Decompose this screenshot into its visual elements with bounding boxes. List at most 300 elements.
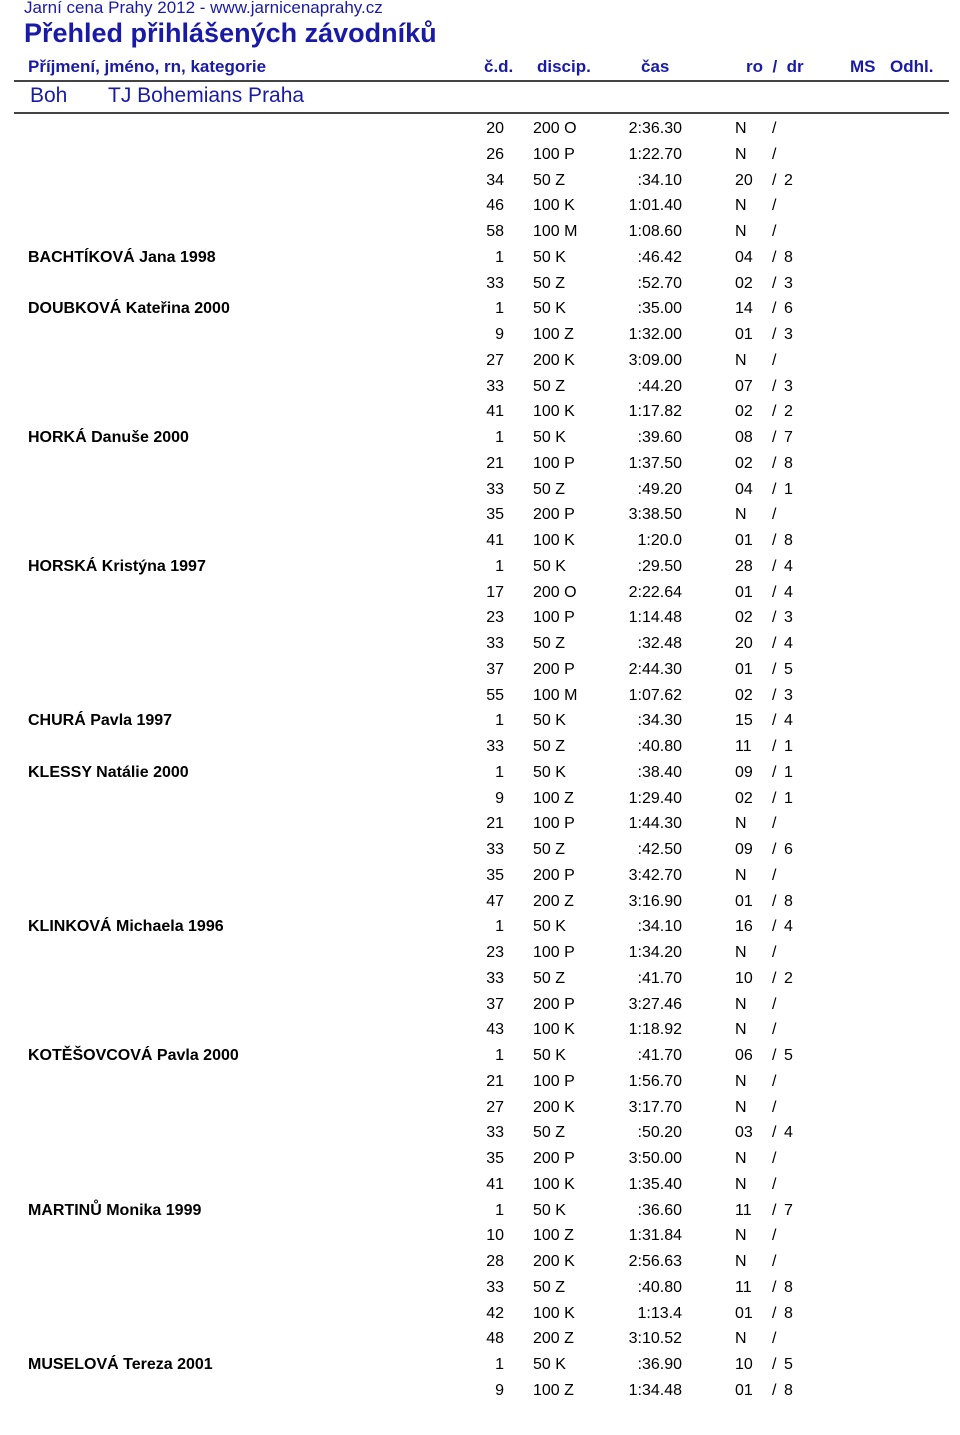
table-row — [0, 1378, 960, 1404]
event-number: 48 — [486, 1330, 504, 1348]
discipline: 50 Z — [533, 171, 566, 189]
entry-category: 8 — [784, 248, 793, 266]
discipline: 200 O — [533, 583, 577, 601]
entry-category: 1 — [784, 763, 793, 781]
entry-year: 01 — [735, 660, 753, 678]
table-row — [0, 914, 960, 940]
separator: / — [772, 1330, 777, 1348]
entry-time: :38.40 — [637, 763, 682, 781]
separator: / — [772, 1150, 777, 1167]
separator: / — [772, 223, 777, 240]
event-number: 33 — [486, 480, 504, 498]
entry-time: :34.30 — [637, 712, 682, 730]
separator: / — [772, 1278, 777, 1296]
discipline: 50 Z — [533, 738, 566, 755]
discipline: 200 K — [533, 351, 575, 369]
discipline: 50 K — [533, 248, 566, 266]
entry-year: N — [735, 944, 747, 961]
table-row — [0, 863, 960, 889]
entry-time: 2:36.30 — [628, 120, 682, 137]
table-row — [0, 193, 960, 219]
entry-year: N — [735, 1227, 747, 1245]
col-header-discip: discip. — [537, 57, 591, 76]
table-row — [0, 1043, 960, 1069]
entry-time: :46.42 — [637, 248, 682, 266]
entry-time: :42.50 — [637, 841, 682, 858]
entry-time: 1:32.00 — [628, 326, 682, 343]
event-number: 37 — [486, 660, 504, 678]
entry-time: 3:17.70 — [628, 1098, 682, 1116]
event-number: 1 — [495, 429, 504, 446]
header-divider — [14, 80, 949, 82]
event-number: 26 — [486, 145, 504, 163]
entry-time: 3:38.50 — [628, 506, 682, 524]
discipline: 100 M — [533, 223, 578, 240]
entry-category: 5 — [784, 1356, 793, 1373]
discipline: 50 Z — [533, 480, 566, 498]
entry-year: N — [735, 145, 747, 163]
table-row — [0, 1120, 960, 1146]
discipline: 100 Z — [533, 1227, 574, 1245]
separator: / — [772, 557, 777, 575]
entry-time: :36.90 — [637, 1356, 682, 1373]
discipline: 200 P — [533, 506, 575, 524]
table-row — [0, 219, 960, 245]
discipline: 100 P — [533, 815, 575, 833]
separator: / — [772, 1124, 777, 1142]
entries-table — [0, 116, 960, 1404]
separator: / — [772, 1227, 777, 1245]
entry-category: 4 — [784, 583, 793, 601]
table-row — [0, 554, 960, 580]
table-row — [0, 1223, 960, 1249]
swimmer-name: KOTĚŠOVCOVÁ Pavla 2000 — [28, 1047, 239, 1064]
entry-category: 1 — [784, 480, 793, 498]
entry-year: N — [735, 1098, 747, 1116]
event-number: 58 — [486, 223, 504, 240]
entry-year: 16 — [735, 918, 753, 936]
table-row — [0, 734, 960, 760]
event-number: 41 — [486, 403, 504, 421]
separator: / — [772, 995, 777, 1013]
event-number: 34 — [486, 171, 504, 189]
event-number: 55 — [486, 686, 504, 704]
table-row — [0, 786, 960, 812]
entry-category: 8 — [784, 1381, 793, 1399]
entry-time: 1:07.62 — [628, 686, 682, 704]
table-row — [0, 1146, 960, 1172]
separator: / — [772, 944, 777, 961]
entry-year: 01 — [735, 532, 753, 549]
entry-year: N — [735, 223, 747, 240]
discipline: 100 M — [533, 686, 578, 704]
separator: / — [772, 738, 777, 755]
table-row — [0, 528, 960, 554]
separator: / — [772, 892, 777, 910]
site-line: Jarní cena Prahy 2012 - www.jarnicenaprahy.cz — [24, 0, 383, 17]
event-number: 27 — [486, 351, 504, 369]
event-number: 10 — [486, 1227, 504, 1245]
discipline: 200 O — [533, 120, 577, 137]
event-number: 1 — [495, 712, 504, 730]
entry-time: 1:35.40 — [628, 1175, 682, 1193]
discipline: 100 K — [533, 197, 575, 215]
event-number: 41 — [486, 1175, 504, 1193]
entry-time: 1:29.40 — [628, 789, 682, 807]
event-number: 35 — [486, 866, 504, 884]
discipline: 50 K — [533, 918, 566, 936]
event-number: 1 — [495, 918, 504, 936]
entry-time: :36.60 — [637, 1201, 682, 1219]
entry-time: 1:01.40 — [628, 197, 682, 215]
separator: / — [772, 1072, 777, 1090]
entry-time: :34.10 — [637, 918, 682, 936]
separator: / — [772, 248, 777, 266]
separator: / — [772, 763, 777, 781]
table-row — [0, 296, 960, 322]
separator: / — [772, 274, 777, 292]
swimmer-name: DOUBKOVÁ Kateřina 2000 — [28, 300, 230, 318]
entry-time: 1:18.92 — [628, 1021, 682, 1039]
entry-year: 01 — [735, 583, 753, 601]
event-number: 33 — [486, 969, 504, 987]
discipline: 50 Z — [533, 635, 566, 652]
event-number: 21 — [486, 815, 504, 833]
event-number: 47 — [486, 892, 504, 910]
entry-time: :32.48 — [637, 635, 682, 652]
discipline: 100 P — [533, 944, 575, 961]
entry-year: 20 — [735, 171, 753, 189]
discipline: 50 Z — [533, 969, 566, 987]
separator: / — [772, 1356, 777, 1373]
entry-category: 5 — [784, 1047, 793, 1064]
entry-category: 4 — [784, 712, 793, 730]
entry-time: 1:56.70 — [628, 1072, 682, 1090]
entry-time: :29.50 — [637, 557, 682, 575]
entry-year: N — [735, 1021, 747, 1039]
club-name: TJ Bohemians Praha — [108, 84, 305, 107]
separator: / — [772, 1175, 777, 1193]
col-header-rodr: ro / dr — [746, 57, 804, 76]
table-row — [0, 168, 960, 194]
event-number: 33 — [486, 635, 504, 652]
separator: / — [772, 1021, 777, 1039]
separator: / — [772, 326, 777, 343]
swimmer-name: KLINKOVÁ Michaela 1996 — [28, 918, 224, 936]
entry-time: 1:37.50 — [628, 454, 682, 472]
entry-year: 14 — [735, 300, 753, 318]
separator: / — [772, 480, 777, 498]
separator: / — [772, 1047, 777, 1064]
entry-time: :40.80 — [637, 1278, 682, 1296]
discipline: 50 K — [533, 1356, 566, 1373]
discipline: 200 P — [533, 1150, 575, 1167]
table-row — [0, 1249, 960, 1275]
swimmer-name: BACHTÍKOVÁ Jana 1998 — [28, 248, 216, 266]
separator: / — [772, 660, 777, 678]
event-number: 33 — [486, 1278, 504, 1296]
entry-year: 01 — [735, 892, 753, 910]
separator: / — [772, 532, 777, 549]
entry-year: 10 — [735, 969, 753, 987]
entry-category: 8 — [784, 532, 793, 549]
event-number: 9 — [495, 1381, 504, 1399]
discipline: 50 Z — [533, 1124, 566, 1142]
entry-category: 7 — [784, 1201, 793, 1219]
swimmer-name: HORKÁ Danuše 2000 — [28, 429, 189, 446]
event-number: 1 — [495, 1047, 504, 1064]
entry-year: 02 — [735, 609, 753, 627]
entry-time: :41.70 — [637, 969, 682, 987]
table-row — [0, 940, 960, 966]
separator: / — [772, 866, 777, 884]
entry-year: 15 — [735, 712, 753, 730]
separator: / — [772, 789, 777, 807]
event-number: 1 — [495, 1356, 504, 1373]
entry-time: 2:56.63 — [628, 1253, 682, 1270]
separator: / — [772, 1304, 777, 1322]
table-row — [0, 837, 960, 863]
event-number: 27 — [486, 1098, 504, 1116]
entry-category: 3 — [784, 274, 793, 292]
event-number: 21 — [486, 1072, 504, 1090]
entry-year: 02 — [735, 789, 753, 807]
entry-category: 6 — [784, 841, 793, 858]
separator: / — [772, 635, 777, 652]
discipline: 50 Z — [533, 377, 566, 395]
event-number: 35 — [486, 506, 504, 524]
entry-category: 6 — [784, 300, 793, 318]
entry-category: 4 — [784, 918, 793, 936]
entry-year: 06 — [735, 1047, 753, 1064]
swimmer-name: HORSKÁ Kristýna 1997 — [28, 557, 206, 575]
entry-category: 4 — [784, 635, 793, 652]
separator: / — [772, 918, 777, 936]
discipline: 200 Z — [533, 1330, 574, 1348]
event-number: 41 — [486, 532, 504, 549]
entry-year: 01 — [735, 326, 753, 343]
swimmer-name: KLESSY Natálie 2000 — [28, 763, 189, 781]
table-row — [0, 760, 960, 786]
entry-time: 1:34.20 — [628, 944, 682, 961]
entry-category: 3 — [784, 377, 793, 395]
entry-year: 02 — [735, 403, 753, 421]
discipline: 50 K — [533, 763, 566, 781]
table-row — [0, 116, 960, 142]
entry-time: 1:14.48 — [628, 609, 682, 627]
discipline: 100 K — [533, 1021, 575, 1039]
table-row — [0, 631, 960, 657]
entry-time: :41.70 — [637, 1047, 682, 1064]
entry-time: 1:31.84 — [628, 1227, 682, 1245]
table-row — [0, 811, 960, 837]
separator: / — [772, 429, 777, 446]
separator: / — [772, 583, 777, 601]
entry-time: 3:42.70 — [628, 866, 682, 884]
page-title: Přehled přihlášených závodníků — [24, 18, 437, 48]
col-header-cas: čas — [641, 57, 670, 76]
entry-year: N — [735, 506, 747, 524]
event-number: 33 — [486, 274, 504, 292]
discipline: 50 K — [533, 300, 566, 318]
entry-time: 2:44.30 — [628, 660, 682, 678]
separator: / — [772, 686, 777, 704]
discipline: 50 K — [533, 1201, 566, 1219]
entry-category: 1 — [784, 738, 793, 755]
discipline: 100 Z — [533, 326, 574, 343]
separator: / — [772, 197, 777, 215]
entry-category: 4 — [784, 557, 793, 575]
discipline: 100 Z — [533, 789, 574, 807]
table-row — [0, 1198, 960, 1224]
table-row — [0, 348, 960, 374]
table-row — [0, 708, 960, 734]
separator: / — [772, 171, 777, 189]
event-number: 1 — [495, 763, 504, 781]
separator: / — [772, 377, 777, 395]
discipline: 100 P — [533, 145, 575, 163]
separator: / — [772, 1253, 777, 1270]
separator: / — [772, 403, 777, 421]
entry-year: 02 — [735, 454, 753, 472]
discipline: 100 K — [533, 403, 575, 421]
entry-year: N — [735, 1175, 747, 1193]
separator: / — [772, 351, 777, 369]
separator: / — [772, 712, 777, 730]
entry-time: 1:08.60 — [628, 223, 682, 240]
entry-year: 28 — [735, 557, 753, 575]
separator: / — [772, 145, 777, 163]
entry-year: 07 — [735, 377, 753, 395]
table-row — [0, 1069, 960, 1095]
discipline: 100 K — [533, 1304, 575, 1322]
table-row — [0, 1326, 960, 1352]
table-row — [0, 657, 960, 683]
event-number: 33 — [486, 1124, 504, 1142]
event-number: 1 — [495, 300, 504, 318]
entry-time: :49.20 — [637, 480, 682, 498]
swimmer-name: CHURÁ Pavla 1997 — [28, 712, 173, 730]
entry-year: N — [735, 197, 747, 215]
entry-year: N — [735, 995, 747, 1013]
entry-time: 2:22.64 — [628, 583, 682, 601]
entry-time: :44.20 — [637, 377, 682, 395]
entry-time: 3:50.00 — [628, 1150, 682, 1167]
table-row — [0, 451, 960, 477]
table-row — [0, 683, 960, 709]
discipline: 200 P — [533, 995, 575, 1013]
event-number: 42 — [486, 1304, 504, 1322]
entry-year: 03 — [735, 1124, 753, 1142]
separator: / — [772, 1201, 777, 1219]
event-number: 9 — [495, 326, 504, 343]
entry-year: 09 — [735, 841, 753, 858]
entry-time: 3:10.52 — [628, 1330, 682, 1348]
table-row — [0, 992, 960, 1018]
entry-category: 3 — [784, 609, 793, 627]
entry-category: 8 — [784, 1278, 793, 1296]
discipline: 200 Z — [533, 892, 574, 910]
entry-year: N — [735, 120, 747, 137]
event-number: 33 — [486, 841, 504, 858]
col-header-ms: MS — [850, 57, 876, 76]
table-row — [0, 580, 960, 606]
separator: / — [772, 1381, 777, 1399]
event-number: 46 — [486, 197, 504, 215]
entry-year: 02 — [735, 686, 753, 704]
entry-time: :35.00 — [637, 300, 682, 318]
event-number: 23 — [486, 944, 504, 961]
entry-time: 1:20.0 — [637, 532, 682, 549]
separator: / — [772, 506, 777, 524]
entry-year: 11 — [735, 1201, 752, 1219]
separator: / — [772, 454, 777, 472]
discipline: 200 P — [533, 660, 575, 678]
entry-time: 1:34.48 — [628, 1381, 682, 1399]
entry-year: 09 — [735, 763, 753, 781]
entry-time: 3:16.90 — [628, 892, 682, 910]
entry-time: 3:27.46 — [628, 995, 682, 1013]
event-number: 35 — [486, 1150, 504, 1167]
entry-year: 20 — [735, 635, 753, 652]
table-row — [0, 1095, 960, 1121]
table-row — [0, 889, 960, 915]
entry-year: 11 — [735, 1278, 752, 1296]
discipline: 100 Z — [533, 1381, 574, 1399]
table-row — [0, 142, 960, 168]
entry-year: 04 — [735, 248, 753, 266]
entry-category: 7 — [784, 429, 793, 446]
discipline: 200 K — [533, 1098, 575, 1116]
entry-time: 1:13.4 — [637, 1304, 682, 1322]
table-row — [0, 1352, 960, 1378]
discipline: 50 K — [533, 1047, 566, 1064]
entry-time: 3:09.00 — [628, 351, 682, 369]
entry-category: 5 — [784, 660, 793, 678]
table-row — [0, 322, 960, 348]
event-number: 20 — [486, 120, 504, 137]
event-number: 17 — [486, 583, 504, 601]
event-number: 28 — [486, 1253, 504, 1270]
entry-year: 01 — [735, 1381, 753, 1399]
swimmer-name: MUSELOVÁ Tereza 2001 — [28, 1356, 213, 1373]
separator: / — [772, 120, 777, 137]
col-header-cd: č.d. — [484, 57, 514, 76]
entry-year: 11 — [735, 738, 752, 755]
entry-category: 2 — [784, 171, 793, 189]
entry-year: 01 — [735, 1304, 753, 1322]
separator: / — [772, 1098, 777, 1116]
entry-time: :50.20 — [637, 1124, 682, 1142]
entry-category: 8 — [784, 892, 793, 910]
discipline: 50 K — [533, 429, 566, 446]
entry-year: 04 — [735, 480, 753, 498]
event-number: 1 — [495, 248, 504, 266]
entry-year: 10 — [735, 1356, 753, 1373]
separator: / — [772, 841, 777, 858]
entry-time: :34.10 — [637, 171, 682, 189]
entry-category: 2 — [784, 969, 793, 987]
discipline: 100 P — [533, 454, 575, 472]
entry-time: :39.60 — [637, 429, 682, 446]
discipline: 50 Z — [533, 274, 566, 292]
club-divider — [14, 112, 949, 114]
table-row — [0, 399, 960, 425]
separator: / — [772, 815, 777, 833]
table-row — [0, 1275, 960, 1301]
table-row — [0, 1172, 960, 1198]
entry-year: N — [735, 1150, 747, 1167]
